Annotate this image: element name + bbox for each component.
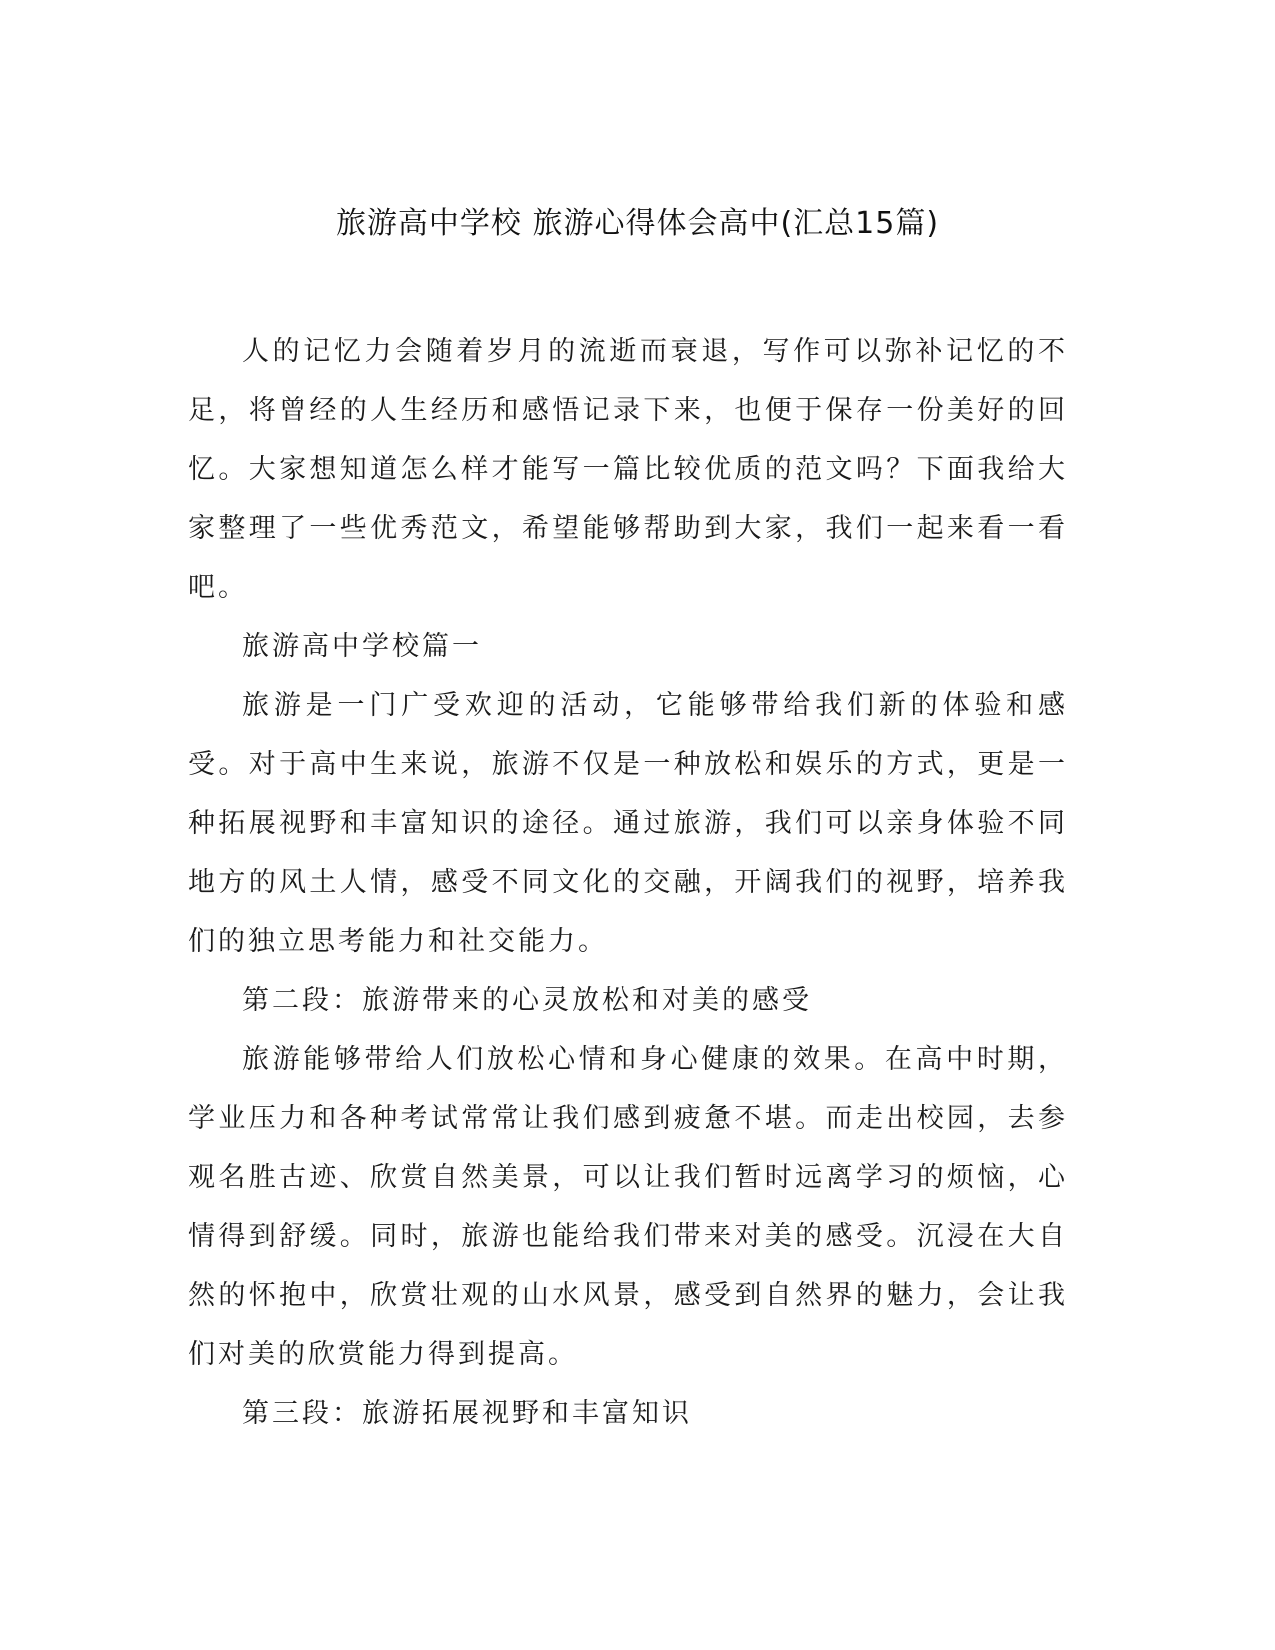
heading-2: 第二段：旅游带来的心灵放松和对美的感受 [242, 985, 812, 1016]
heading-3: 第三段：旅游拓展视野和丰富知识 [242, 1398, 692, 1429]
paragraph-2: 旅游能够带给人们放松心情和身心健康的效果。在高中时期，学业压力和各种考试常常让我们感到疲惫不堪。而走出校园，去参观名胜古迹、欣赏自然美景，可以让我们暂时远离学习的烦恼，心情得到舒缓。同时，旅游也能给我们带来对美的感受。沉浸在大自然的怀抱中，欣赏壮观的山水风景，感受到自然界的魅力，会让我们对美的欣赏能力得到提高。 [188, 1044, 1068, 1370]
document-title: 旅游高中学校 旅游心得体会高中(汇总15篇) [335, 206, 940, 241]
paragraph-1: 旅游是一门广受欢迎的活动，它能够带给我们新的体验和感受。对于高中生来说，旅游不仅是一种放松和娱乐的方式，更是一种拓展视野和丰富知识的途径。通过旅游，我们可以亲身体验不同地方的风土人情，感受不同文化的交融，开阔我们的视野，培养我们的独立思考能力和社交能力。 [188, 690, 1068, 957]
section-heading: 旅游高中学校篇一 [242, 631, 482, 662]
document-body [188, 322, 1068, 1443]
intro-paragraph: 人的记忆力会随着岁月的流逝而衰退，写作可以弥补记忆的不足，将曾经的人生经历和感悟记录下来，也便于保存一份美好的回忆。大家想知道怎么样才能写一篇比较优质的范文吗？下面我给大家整理了一些优秀范文，希望能够帮助到大家，我们一起来看一看吧。 [188, 336, 1068, 603]
